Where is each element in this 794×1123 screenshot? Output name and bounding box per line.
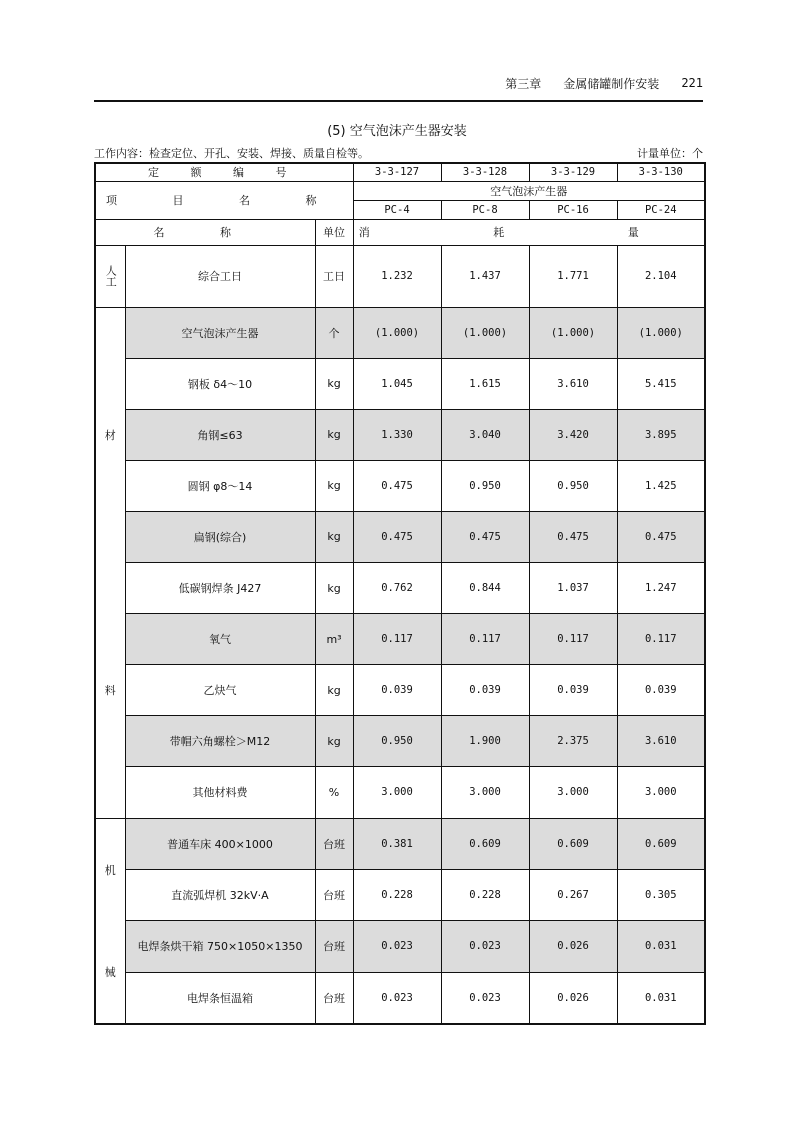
item-name: 综合工日 (125, 245, 315, 307)
quota-code: 3-3-127 (353, 163, 441, 181)
item-value: 0.475 (353, 460, 441, 511)
item-name: 普通车床 400×1000 (125, 818, 315, 869)
quota-code: 3-3-129 (529, 163, 617, 181)
work-content: 工作内容：检查定位、开孔、安装、焊接、质量自检等。 (94, 147, 369, 160)
table-row (95, 972, 705, 1023)
item-value: 0.031 (617, 972, 705, 1023)
item-name: 空气泡沫产生器 (125, 307, 315, 358)
item-name: 其他材料费 (125, 767, 315, 818)
item-value: 0.475 (529, 511, 617, 562)
category-machinery (95, 818, 125, 1024)
item-name: 扁钢(综合) (125, 511, 315, 562)
table-row (95, 767, 705, 818)
item-unit: 台班 (315, 818, 353, 869)
item-value: 0.950 (441, 460, 529, 511)
item-value: 1.247 (617, 562, 705, 613)
table-row (95, 511, 705, 562)
item-name: 低碳钢焊条 J427 (125, 562, 315, 613)
work-line (94, 145, 703, 161)
item-value: 0.023 (441, 972, 529, 1023)
item-unit: kg (315, 358, 353, 409)
item-value: (1.000) (529, 307, 617, 358)
item-unit: m³ (315, 614, 353, 665)
item-name: 乙炔气 (125, 665, 315, 716)
item-name: 电焊条烘干箱 750×1050×1350 (125, 921, 315, 972)
item-value: (1.000) (441, 307, 529, 358)
item-unit: kg (315, 460, 353, 511)
item-value: 0.305 (617, 869, 705, 920)
item-value: 0.117 (441, 614, 529, 665)
item-value: 1.425 (617, 460, 705, 511)
quota-code: 3-3-128 (441, 163, 529, 181)
table-row (95, 716, 705, 767)
table-row (95, 409, 705, 460)
item-value: 0.117 (529, 614, 617, 665)
chapter-number: 第三章 (505, 76, 542, 91)
item-value: 1.045 (353, 358, 441, 409)
table-row (95, 245, 705, 307)
model-label: PC-8 (441, 200, 529, 219)
item-value: 1.900 (441, 716, 529, 767)
item-name: 电焊条恒温箱 (125, 972, 315, 1023)
item-value: 1.615 (441, 358, 529, 409)
item-value: 0.023 (441, 921, 529, 972)
item-value: 0.026 (529, 921, 617, 972)
item-value: 0.475 (617, 511, 705, 562)
item-unit: % (315, 767, 353, 818)
item-name: 带帽六角螺栓＞M12 (125, 716, 315, 767)
item-unit: 个 (315, 307, 353, 358)
name-label: 名 称 (95, 219, 315, 245)
item-value: 0.475 (353, 511, 441, 562)
model-label: PC-16 (529, 200, 617, 219)
item-name: 角钢≤63 (125, 409, 315, 460)
item-value: 0.117 (353, 614, 441, 665)
table-row (95, 921, 705, 972)
item-value: 2.104 (617, 245, 705, 307)
group-row (95, 181, 705, 200)
item-value: 1.037 (529, 562, 617, 613)
item-name: 圆钢 φ8～14 (125, 460, 315, 511)
table-row (95, 307, 705, 358)
item-value: 0.039 (353, 665, 441, 716)
item-name: 氧气 (125, 614, 315, 665)
table-row (95, 358, 705, 409)
item-value: 3.000 (353, 767, 441, 818)
item-value: 1.232 (353, 245, 441, 307)
item-value: 0.950 (353, 716, 441, 767)
unit-label: 单位 (315, 219, 353, 245)
item-value: 1.330 (353, 409, 441, 460)
item-unit: kg (315, 511, 353, 562)
item-label: 项 目 名 称 (95, 181, 353, 219)
category-char: 械 (104, 965, 116, 979)
item-name: 直流弧焊机 32kV·A (125, 869, 315, 920)
item-value: 0.039 (529, 665, 617, 716)
section-title: (5) 空气泡沫产生器安装 (327, 124, 467, 139)
page-header (94, 72, 703, 94)
item-value: 0.228 (441, 869, 529, 920)
category-materials (95, 307, 125, 818)
consumption-label: 消 耗 量 (353, 219, 705, 245)
item-value: 0.023 (353, 972, 441, 1023)
item-unit: 台班 (315, 921, 353, 972)
table-row (95, 869, 705, 920)
quota-label: 定 额 编 号 (95, 163, 353, 181)
item-unit: 台班 (315, 972, 353, 1023)
table-row (95, 562, 705, 613)
item-value: 0.039 (617, 665, 705, 716)
group-label: 空气泡沫产生器 (353, 181, 705, 200)
item-value: 0.117 (617, 614, 705, 665)
item-value: 0.609 (617, 818, 705, 869)
item-value: 1.437 (441, 245, 529, 307)
unit-note: 计量单位：个 (637, 147, 703, 160)
item-value: 3.420 (529, 409, 617, 460)
item-value: 0.609 (441, 818, 529, 869)
item-value: 0.844 (441, 562, 529, 613)
table-row (95, 665, 705, 716)
item-value: 3.895 (617, 409, 705, 460)
category-labor: 人工 (95, 245, 125, 307)
item-value: 0.381 (353, 818, 441, 869)
item-value: 5.415 (617, 358, 705, 409)
category-char: 料 (104, 684, 116, 697)
table-row (95, 818, 705, 869)
item-value: 3.610 (617, 716, 705, 767)
item-value: 3.040 (441, 409, 529, 460)
category-char: 材 (104, 429, 116, 442)
item-value: 0.228 (353, 869, 441, 920)
category-char: 机 (104, 863, 116, 877)
item-unit: 工日 (315, 245, 353, 307)
quota-code: 3-3-130 (617, 163, 705, 181)
item-value: (1.000) (617, 307, 705, 358)
table-row (95, 614, 705, 665)
item-value: 0.267 (529, 869, 617, 920)
item-value: 1.771 (529, 245, 617, 307)
item-unit: kg (315, 716, 353, 767)
item-value: 0.023 (353, 921, 441, 972)
chapter-title: 金属储罐制作安装 (563, 76, 660, 91)
item-value: 3.000 (529, 767, 617, 818)
column-header-row (95, 219, 705, 245)
item-value: 0.762 (353, 562, 441, 613)
item-unit: kg (315, 409, 353, 460)
item-value: 0.039 (441, 665, 529, 716)
item-unit: kg (315, 562, 353, 613)
table-row (95, 460, 705, 511)
quota-code-row (95, 163, 705, 181)
item-name: 钢板 δ4～10 (125, 358, 315, 409)
item-unit: kg (315, 665, 353, 716)
item-value: 2.375 (529, 716, 617, 767)
header-rule (94, 100, 703, 102)
item-value: (1.000) (353, 307, 441, 358)
item-value: 0.475 (441, 511, 529, 562)
item-value: 3.000 (617, 767, 705, 818)
item-value: 3.000 (441, 767, 529, 818)
item-value: 0.950 (529, 460, 617, 511)
quota-table (94, 162, 706, 1025)
item-value: 0.031 (617, 921, 705, 972)
item-value: 0.609 (529, 818, 617, 869)
model-label: PC-4 (353, 200, 441, 219)
item-value: 0.026 (529, 972, 617, 1023)
item-unit: 台班 (315, 869, 353, 920)
page-number: 221 (681, 76, 703, 90)
item-value: 3.610 (529, 358, 617, 409)
model-label: PC-24 (617, 200, 705, 219)
